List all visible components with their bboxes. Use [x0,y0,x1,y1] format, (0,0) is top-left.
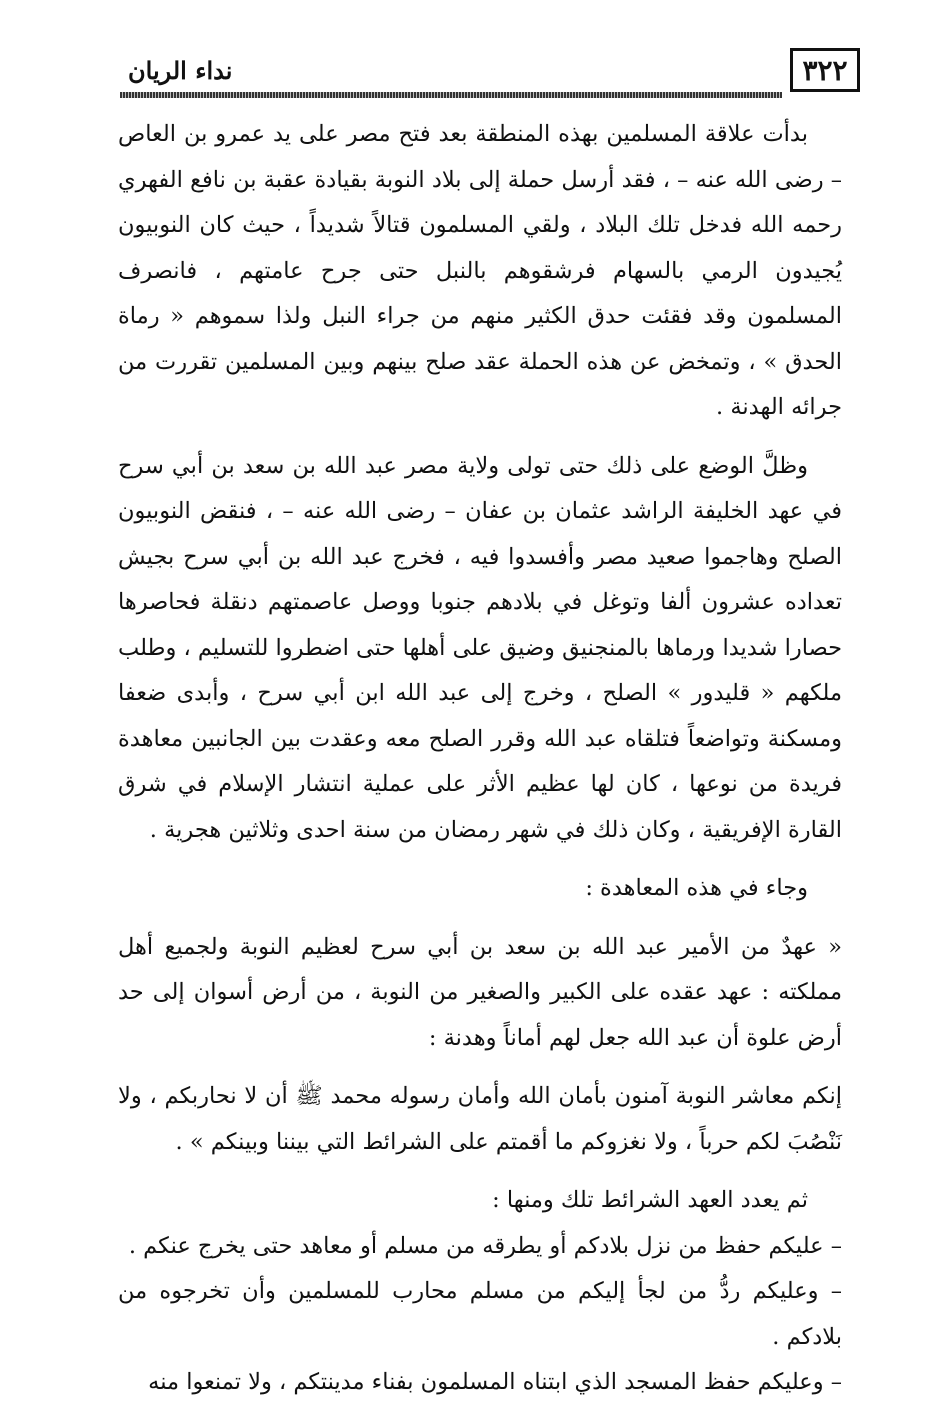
condition-item: – عليكم حفظ من نزل بلادكم أو يطرقه من مسلم أو معاهد حتى يخرج عنكم . [128,1232,842,1259]
paragraph-history-amr: بدأت علاقة المسلمين بهذه المنطقة بعد فتح مصر على يد عمرو بن العاص – رضى الله عنه – ، فقد أرسل حملة إلى بلاد النوبة بقيادة عقبة بن نافع الفهري رحمه الله فدخل تلك البلاد ، ولقي المسلمون قتالاً شديداً ، حيث كان النوبيون يُجيدون الرمي بالسهام فرشقوهم بالنبل حتى جرح عامتهم ، فانصرف المسلمون وقد فقئت حدق الكثير منهم من جراء النبل ولذا سموهم « رماة الحدق » ، وتمخض عن هذه الحملة عقد صلح بينهم وبين المسلمين تقررت من جرائه الهدنة . [118,121,842,420]
paragraph-treaty-opening: « عهدٌ من الأمير عبد الله بن سعد بن أبي سرح لعظيم النوبة ولجميع أهل مملكته : عهد عقده على الكبير والصغير من النوبة ، من أرض أسوان إلى حد أرض علوة أن عبد الله جعل لهم أماناً وهدنة : [118,933,842,1051]
page-header [120,40,860,98]
paragraph-treaty-safety: إنكم معاشر النوبة آمنون بأمان الله وأمان رسوله محمد ﷺ أن لا نحاربكم ، ولا نَنْصُبَ لكم حرباً ، ولا نغزوكم ما أقمتم على الشرائط التي بيننا وبينكم » . [118,1083,842,1155]
paragraph-treaty-intro: وجاء في هذه المعاهدة : [585,875,808,901]
paragraph-conditions-intro: ثم يعدد العهد الشرائط تلك ومنها : [492,1187,808,1213]
condition-item: – وعليكم ردُّ من لجأ إليكم من مسلم محارب للمسلمين وأن تخرجوه من بلادكم . [118,1278,842,1350]
paragraph-history-ibn-abi-sarh: وظلَّ الوضع على ذلك حتى تولى ولاية مصر عبد الله بن سعد بن أبي سرح في عهد الخليفة الراشد عثمان بن عفان – رضى الله عنه – ، فنقض النوبيون الصلح وهاجموا صعيد مصر وأفسدوا فيه ، فخرج عبد الله بن أبي سرح بجيش تعداده عشرون ألفا وتوغل في بلادهم جنوبا ووصل عاصمتهم دنقلة فحاصرها حصارا شديدا ورماها بالمنجنيق وضيق على أهلها حتى اضطروا للتسليم ، وطلب ملكهم « قليدور » الصلح ، وخرج إلى عبد الله ابن أبي سرح ، وأبدى ضعفا ومسكنة وتواضعاً فتلقاه عبد الله وقرر الصلح معه وعقدت بين الجانبين معاهدة فريدة من نوعها ، كان لها عظيم الأثر على عملية انتشار الإسلام في شرق القارة الإفريقية ، وكان ذلك في شهر رمضان من سنة احدى وثلاثين هجرية . [118,452,842,843]
condition-item: – وعليكم حفظ المسجد الذي ابتناه المسلمون بفناء مدينتكم ، ولا تمنعوا منه [148,1369,842,1395]
page-number: ٣٢٢ [790,48,860,92]
running-title: نداء الريان [128,56,233,85]
body-text [118,112,842,1406]
header-rule [120,92,782,98]
